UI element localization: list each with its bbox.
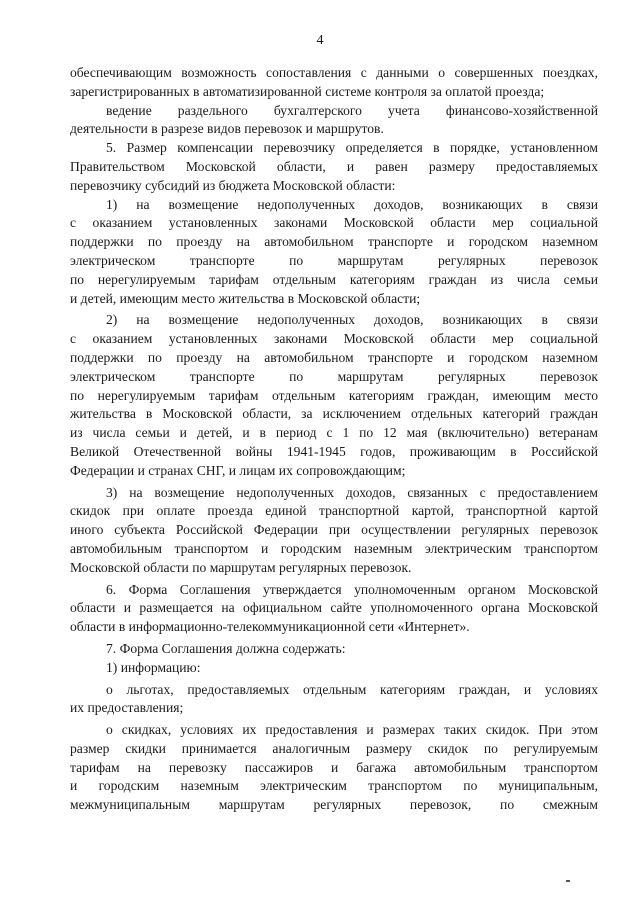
text-line: их предоставления; (70, 700, 184, 716)
text-line: автомобильным транспортом и городским наземным электрическим транспортом (70, 540, 598, 556)
text-line: 7. Форма Соглашения должна содержать: (106, 640, 346, 656)
text-line: Московской области по маршрутам регулярных перевозок. (70, 559, 412, 575)
text-line: деятельности в разрезе видов перевозок и маршрутов. (70, 121, 384, 137)
text-line: Федерации и странах СНГ, и лицам их сопровождающим; (70, 462, 406, 478)
text-line: и городским наземным электрическим транспортом по муниципальным, (70, 778, 598, 794)
text-line: о скидках, условиях их предоставления и размерах таких скидок. При этом (106, 722, 598, 738)
text-line: области и размещается на официальном сайте уполномоченного органа Московской (70, 600, 598, 616)
text-line: размер скидки принимается аналогичным размеру скидок по регулируемым (70, 740, 598, 756)
text-line: поддержки по проезду на автомобильном транспорте и городском наземном (70, 349, 598, 365)
text-line: иного субъекта Российской Федерации при осуществлении регулярных перевозок (70, 522, 598, 538)
text-line: межмуниципальным маршрутам регулярных перевозок, по смежным (70, 797, 598, 813)
text-line: из числа семьи и детей, и в период с 1 по 12 мая (включительно) ветеранам (70, 425, 598, 441)
text-line: 3) на возмещение недополученных доходов, связанных с предоставлением (106, 484, 598, 500)
text-line: тарифам на перевозку пассажиров и багажа автомобильным транспортом (70, 759, 598, 775)
text-line: ведение раздельного бухгалтерского учета финансово-хозяйственной (106, 102, 598, 118)
page-number: 4 (316, 33, 324, 48)
scan-mark (566, 880, 570, 882)
text-line: электрическом транспорте по маршрутам регулярных перевозок (70, 252, 598, 268)
text-line: обеспечивающим возможность сопоставления с данными о совершенных поездках, (70, 65, 598, 80)
text-line: с оказанием установленных законами Московской области мер социальной (70, 331, 598, 347)
text-line: по нерегулируемым тарифам отдельным категориям граждан, имеющим место (70, 387, 598, 403)
text-line: 5. Размер компенсации перевозчику определяется в порядке, установленном (106, 140, 598, 156)
text-line: и детей, имеющим место жительства в Московской области; (70, 290, 421, 306)
text-line: о льготах, предоставляемых отдельным категориям граждан, и условиях (106, 681, 598, 697)
text-line: области в информационно-телекоммуникационной сети «Интернет». (70, 619, 470, 635)
text-line: скидок при оплате проезда единой транспортной картой, транспортной картой (70, 503, 598, 519)
text-line: поддержки по проезду на автомобильном транспорте и городском наземном (70, 234, 598, 250)
text-line: 1) на возмещение недополученных доходов, возникающих в связи (106, 196, 598, 212)
document-body (70, 64, 598, 815)
text-line: жительства в Московской области, за исключением отдельных категорий граждан (70, 406, 598, 422)
text-line: 2) на возмещение недополученных доходов, возникающих в связи (106, 312, 598, 328)
text-line: электрическом транспорте по маршрутам регулярных перевозок (70, 368, 598, 384)
text-line: 6. Форма Соглашения утверждается уполномоченным органом Московской (106, 581, 598, 597)
text-line: зарегистрированных в автоматизированной системе контроля за оплатой проезда; (70, 83, 545, 99)
text-line: Правительством Московской области, и равен размеру предоставляемых (70, 158, 598, 174)
text-line: с оказанием установленных законами Московской области мер социальной (70, 215, 598, 231)
text-line: Великой Отечественной войны 1941-1945 годов, проживающим в Российской (70, 443, 598, 459)
text-line: по нерегулируемым тарифам отдельным категориям граждан из числа семьи (70, 271, 598, 287)
text-line: перевозчику субсидий из бюджета Московской области: (70, 177, 396, 193)
text-line: 1) информацию: (106, 659, 201, 675)
